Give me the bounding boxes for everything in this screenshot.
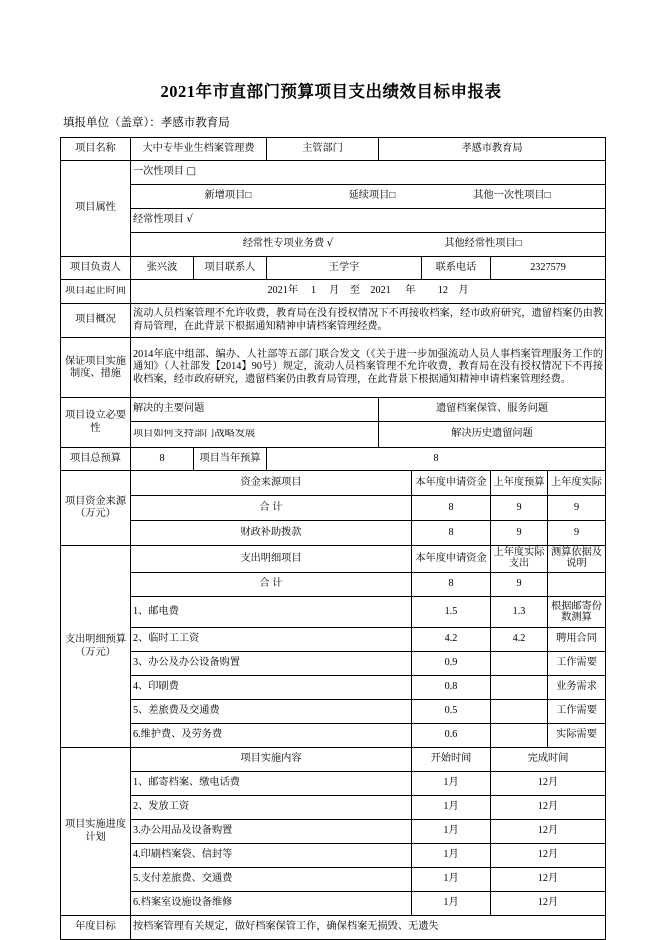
schedule-row-name: 1、邮寄档案、缴电话费: [131, 772, 412, 796]
project-leader-value: 张兴波: [131, 257, 194, 280]
checkmark-recurrent[interactable]: √: [186, 214, 193, 226]
project-contact-value: 王学宇: [267, 257, 422, 280]
schedule-row-name: 6.档案室设施设备维修: [131, 892, 412, 916]
attribute-recurrent-label: 经常性项目: [133, 214, 184, 226]
recurrent-special-label: 经常性专项业务费: [242, 238, 325, 250]
table-row: [61, 652, 606, 676]
schedule-row-start: 1月: [412, 772, 491, 796]
table-row: [61, 161, 606, 185]
table-row: [61, 304, 606, 338]
checkbox-other-recurrent[interactable]: 其他经常性项目□: [444, 238, 522, 250]
schedule-header-end: 完成时间: [491, 748, 606, 772]
schedule-row-start: 1月: [412, 844, 491, 868]
period-month-unit-2: 月: [458, 285, 469, 297]
project-name-value: 大中专毕业生档案管理费: [131, 138, 267, 161]
checkbox-other-onetime-project[interactable]: 其他一次性项目□: [473, 190, 551, 202]
funding-row-name: 合 计: [131, 496, 412, 521]
attribute-recurrent-cell: [131, 209, 606, 233]
checkbox-new-project[interactable]: 新增项目□: [204, 190, 252, 202]
expenditure-row-basis: 工作需要: [548, 652, 606, 676]
current-year-budget-value: 8: [267, 448, 606, 471]
expenditure-row-current: 0.8: [412, 676, 491, 700]
guarantee-measures-label-line1: 保证项目实施: [64, 356, 127, 368]
reporting-unit-value: 孝感市教育局: [160, 117, 230, 129]
schedule-row-end: 12月: [491, 844, 606, 868]
schedule-row-end: 12月: [491, 772, 606, 796]
schedule-row-start: 1月: [412, 796, 491, 820]
expenditure-row-current: 4.2: [412, 628, 491, 652]
expenditure-header-last-actual: 上年度实际支出: [491, 546, 548, 573]
table-row: [61, 338, 606, 398]
total-budget-value: 8: [131, 448, 194, 471]
expenditure-row-name: 6.维护费、及劳务费: [131, 724, 412, 748]
funding-row-current: 8: [412, 521, 491, 546]
expenditure-row-basis: 业务需求: [548, 676, 606, 700]
table-row: [61, 398, 606, 422]
expenditure-row-name: 4、印刷费: [131, 676, 412, 700]
expenditure-row-name: 合 计: [131, 573, 412, 597]
budget-performance-form: [60, 137, 606, 940]
funding-row-last-budget: 9: [491, 521, 548, 546]
table-row: [61, 448, 606, 471]
period-start-month: 1: [311, 285, 317, 297]
schedule-row-start: 1月: [412, 892, 491, 916]
checkbox-onetime[interactable]: □: [186, 166, 197, 178]
attribute-onetime-label: 一次性项目: [133, 166, 184, 178]
necessity-answer-2: 解决历史遗留问题: [379, 422, 606, 448]
project-necessity-label: 项目设立必要性: [61, 398, 131, 448]
supervising-dept-value: 孝感市教育局: [379, 138, 606, 161]
table-row: [61, 233, 606, 257]
expenditure-row-basis: 实际需要: [548, 724, 606, 748]
table-row: [61, 748, 606, 772]
table-row: [61, 422, 606, 448]
table-row: [61, 628, 606, 652]
supervising-dept-label: 主管部门: [267, 138, 379, 161]
expenditure-row-name: 2、临时工工资: [131, 628, 412, 652]
funding-row-last-actual: 9: [548, 496, 606, 521]
guarantee-measures-label-line2: 制度、措施: [70, 367, 121, 379]
schedule-row-start: 1月: [412, 868, 491, 892]
funding-header-item: 资金来源项目: [131, 471, 412, 496]
expenditure-row-basis: 根据邮寄份数测算: [548, 597, 606, 628]
expenditure-row-current: 0.5: [412, 700, 491, 724]
expenditure-row-last-actual: [491, 700, 548, 724]
table-row: [61, 597, 606, 628]
period-end-year: 2021: [370, 285, 391, 297]
table-row: [61, 138, 606, 161]
expenditure-row-last-actual: [491, 652, 548, 676]
schedule-header-start: 开始时间: [412, 748, 491, 772]
schedule-row-end: 12月: [491, 796, 606, 820]
expenditure-row-current: 8: [412, 573, 491, 597]
necessity-answer-1: 遗留档案保管、服务问题: [379, 398, 606, 422]
expenditure-row-basis: [548, 573, 606, 597]
funding-row-last-budget: 9: [491, 496, 548, 521]
table-row: [61, 280, 606, 304]
checkmark-recurrent-special: √: [326, 238, 334, 250]
period-month-unit-1: 月: [329, 285, 340, 297]
necessity-question-1: 解决的主要问题: [131, 398, 379, 422]
project-period-label-text: 项目起止时间: [64, 286, 127, 297]
expenditure-row-name: 3、办公及办公设备购置: [131, 652, 412, 676]
schedule-row-name: 3.办公用品及设备购置: [131, 820, 412, 844]
project-overview-label: 项目概况: [61, 304, 131, 338]
annual-goal-value: 按档案管理有关规定，做好档案保管工作，确保档案无损毁、无遗失: [131, 916, 606, 940]
expenditure-row-name: 5、差旅费及交通费: [131, 700, 412, 724]
funding-header-last-actual: 上年度实际: [548, 471, 606, 496]
table-row: [61, 496, 606, 521]
schedule-row-name: 2、发放工资: [131, 796, 412, 820]
funding-row-name: 财政补助拨款: [131, 521, 412, 546]
project-overview-value: 流动人员档案管理不允许收费，教育局在没有授权情况下不再接收档案，经市政府研究，遗留档案仍由教育局管理，在此背景下根据通知精神申请档案管理经费。: [131, 304, 606, 338]
expenditure-row-basis: 聘用合同: [548, 628, 606, 652]
table-row: [61, 521, 606, 546]
schedule-row-end: 12月: [491, 892, 606, 916]
contact-phone-label: 联系电话: [422, 257, 491, 280]
table-row: [61, 772, 606, 796]
project-name-label: 项目名称: [61, 138, 131, 161]
annual-goal-label: 年度目标: [61, 916, 131, 940]
table-row: [61, 471, 606, 496]
guarantee-measures-label: [61, 338, 131, 398]
table-row: [61, 892, 606, 916]
table-row: [61, 844, 606, 868]
table-row: [61, 257, 606, 280]
expenditure-row-last-actual: 1.3: [491, 597, 548, 628]
checkbox-continued-project[interactable]: 延续项目□: [348, 190, 396, 202]
attribute-onetime-cell: [131, 161, 606, 185]
expenditure-detail-label: 支出明细预算（万元）: [61, 546, 131, 748]
schedule-row-end: 12月: [491, 820, 606, 844]
attribute-recurrent-subtypes: [131, 233, 606, 257]
funding-header-last-budget: 上年度预算: [491, 471, 548, 496]
expenditure-row-name: 1、邮电费: [131, 597, 412, 628]
table-row: [61, 868, 606, 892]
funding-header-current: 本年度申请资金: [412, 471, 491, 496]
expenditure-row-current: 1.5: [412, 597, 491, 628]
table-row: [61, 573, 606, 597]
table-row: [61, 546, 606, 573]
guarantee-measures-value: 2014年底中组部、编办、人社部等五部门联合发文（《关于进一步加强流动人员人事档案管理服务工作的通知》（人社部发【2014】90号）规定，流动人员档案管理不允许收费，教育局在没有授权情况下不再接收档案，经市政府研究，遗留档案仍由教育局管理，在此背景下根据通知精神申请档案管理经费。: [131, 338, 606, 398]
funding-source-label: 项目资金来源（万元）: [61, 471, 131, 546]
expenditure-row-last-actual: 9: [491, 573, 548, 597]
funding-row-current: 8: [412, 496, 491, 521]
funding-row-last-actual: 9: [548, 521, 606, 546]
project-leader-label: 项目负责人: [61, 257, 131, 280]
table-row: [61, 209, 606, 233]
contact-phone-value: 2327579: [491, 257, 606, 280]
current-year-budget-label: 项目当年预算: [194, 448, 267, 471]
reporting-unit-label: 填报单位（盖章）：: [63, 117, 161, 129]
schedule-label: 项目实施进度计划: [61, 748, 131, 916]
page-title: 2021年市直部门预算项目支出绩效目标申报表: [160, 82, 502, 101]
table-row: [61, 796, 606, 820]
table-row: [61, 700, 606, 724]
table-row: [61, 724, 606, 748]
schedule-row-name: 4.印刷档案袋、信封等: [131, 844, 412, 868]
expenditure-header-basis: 测算依据及说明: [548, 546, 606, 573]
expenditure-row-current: 0.9: [412, 652, 491, 676]
schedule-row-name: 5.支付差旅费、交通费: [131, 868, 412, 892]
project-attributes-label: 项目属性: [61, 161, 131, 257]
schedule-header-content: 项目实施内容: [131, 748, 412, 772]
expenditure-header-item: 支出明细项目: [131, 546, 412, 573]
necessity-question-2: [131, 422, 379, 448]
necessity-question-2-text: 项目如何支持部门战略发展: [133, 429, 256, 440]
table-row: [61, 820, 606, 844]
checkbox-recurrent-special-business[interactable]: [173, 238, 403, 250]
period-year-unit: 年: [405, 285, 416, 297]
expenditure-row-current: 0.6: [412, 724, 491, 748]
project-period-value: [131, 280, 606, 304]
table-row: [61, 676, 606, 700]
project-period-label: [61, 280, 131, 304]
table-row: [61, 185, 606, 209]
expenditure-row-last-actual: [491, 724, 548, 748]
period-end-month: 12: [437, 285, 448, 297]
schedule-row-end: 12月: [491, 868, 606, 892]
attribute-onetime-subtypes: [131, 185, 606, 209]
total-budget-label: 项目总预算: [61, 448, 131, 471]
reporting-unit-line: [0, 102, 662, 137]
project-contact-label: 项目联系人: [194, 257, 267, 280]
period-to-label: 至: [349, 285, 360, 297]
period-start-year: 2021年: [267, 285, 298, 297]
expenditure-row-last-actual: [491, 676, 548, 700]
schedule-row-start: 1月: [412, 820, 491, 844]
expenditure-row-last-actual: 4.2: [491, 628, 548, 652]
expenditure-header-current: 本年度申请资金: [412, 546, 491, 573]
expenditure-row-basis: 工作需要: [548, 700, 606, 724]
